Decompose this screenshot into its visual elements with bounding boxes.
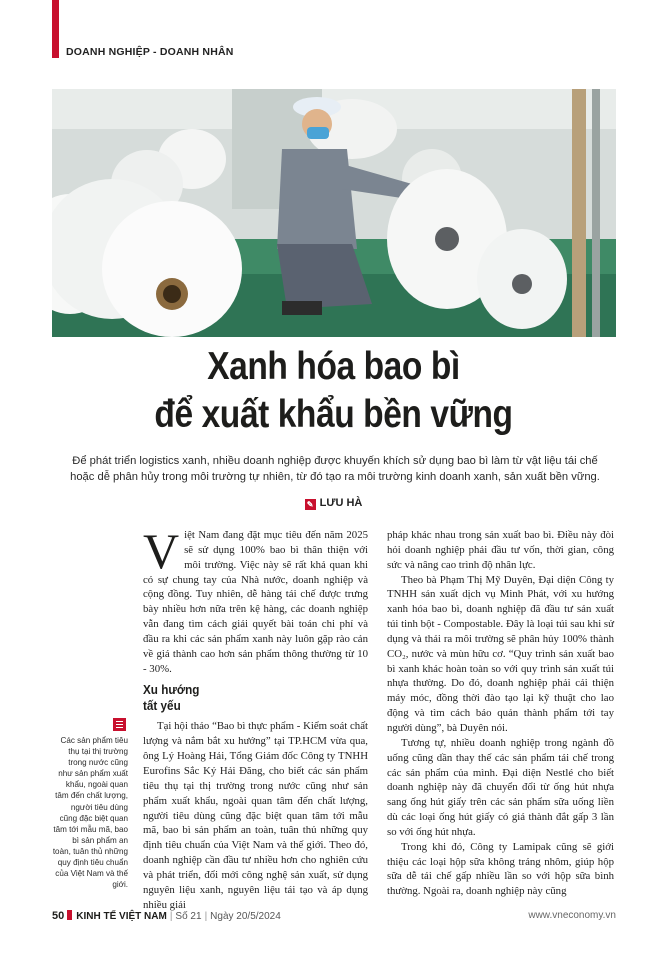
article-title-line-2: để xuất khẩu bền vững: [154, 393, 513, 436]
section-accent-bar: [52, 0, 59, 58]
article-paragraph-1: Việt Nam đang đặt mục tiêu đến năm 2025 sẽ sử dụng 100% bao bì thân thiện với môi trường. Việc này sẽ rất khả quan khi có sự chung tay của Nhà nước, doanh nghiệp và cộng đồng. Tuy nhiên, dễ hàng tái chế được trưng bày nhiều hơn nữa trên kệ hàng, các doanh nghiệp vẫn đang tìm cách giải quyết bài toán chi phí và đầu ra khi các sản phẩm xanh này luôn gặp rào cản về giá thành cao hơn sản phẩm thông thường từ 10 - 30%.: [143, 523, 368, 675]
worker-with-plastic-rolls-illustration: [52, 89, 616, 337]
subheading: [143, 682, 346, 714]
subheading-line-1: Xu hướng: [143, 682, 200, 698]
author-name: LƯU HÀ: [319, 497, 363, 509]
footer-accent-icon: [67, 910, 72, 920]
publication-name: KINH TẾ VIỆT NAM: [76, 911, 167, 922]
page-footer: 50 KINH TẾ VIỆT NAM | Số 21 | Ngày 20/5/2024 www.vneconomy.vn: [52, 910, 616, 922]
section-label: DOANH NGHIỆP - DOANH NHÂN: [66, 46, 234, 58]
article-title-line-1: Xanh hóa bao bì: [207, 345, 460, 388]
article-lead: Để phát triển logistics xanh, nhiều doanh nghiệp được khuyến khích sử dụng bao bì làm từ vật liệu tái chế hoặc dễ phân hủy trong môi trường tự nhiên, từ đó tạo ra môi trường kinh doanh xanh, sản xuất bền vững.: [70, 455, 600, 483]
hero-photo: [52, 89, 616, 337]
article-paragraph-3: pháp khác nhau trong sản xuất bao bì. Điều này đòi hỏi doanh nghiệp phải đầu tư vốn, thời gian, công sức và nâng cao trình độ nhân lực.: [387, 529, 614, 571]
article-paragraph-2: Tại hội thảo “Bao bì thực phẩm - Kiểm soát chất lượng và nắm bắt xu hướng” tại TP.HCM vừa qua, ông Lý Hoàng Hải, Tổng Giám đốc Công ty TNHH Eurofins Sắc Ký Hải Đăng, cho biết các sản phẩm tiêu thụ tại thị trường trong nước cũng như sản phẩm xuất khẩu, ngoài quan tâm đến chất lượng, người tiêu dùng cũng đặc biệt quan tâm tới mẫu mã, bao bì sản phẩm an toàn, tuân thủ những quy định tiêu chuẩn của Việt Nam và thế giới. Theo đó, doanh nghiệp cần đầu tư nhiều hơn cho nghiên cứu và phát triển, đổi mới công nghệ sản xuất, sử dụng nguyên liệu xanh, nguyên liệu tái tạo và áp dụng nhiều giải: [143, 720, 368, 911]
author-byline: [0, 497, 667, 510]
issue-number: Số 21: [175, 911, 202, 922]
article-paragraph-4: Theo bà Phạm Thị Mỹ Duyên, Đại diện Công ty TNHH sản xuất dịch vụ Minh Phát, với xu hướng xanh hóa bao bì, doanh nghiệp đã đầu tư sản xuất túi tinh bột - Compostable. Đây là loại túi sau khi sử dụng và thải ra môi trường sẽ phân hủy 100% thành CO₂, nước và mùn hữu cơ. “Quy trình sản xuất bao bì xanh khác hoàn toàn so với quy trình sản xuất túi nhựa thường. Do đó, doanh nghiệp phải cải thiện máy móc, đồng thời đào tạo lại kỹ thuật cho lao động và tìm cách bảo quản thành phẩm tới tay người dùng”, bà Duyên nói.: [387, 573, 614, 734]
quote-icon: [113, 718, 126, 731]
page-number: 50: [52, 910, 65, 922]
article-paragraph-6: Trong khi đó, Công ty Lamipak cũng sẽ giới thiệu các loại hộp sữa không tráng nhôm, giúp hộp sữa dễ tái chế gấp nhiều lần so với hộp sữa bình thường. Ngoài ra, doanh nghiệp này cũng: [387, 840, 614, 898]
article-column-1: [143, 523, 368, 912]
article-column-2: [387, 528, 614, 899]
issue-date: Ngày 20/5/2024: [210, 911, 281, 922]
subheading-line-2: tất yếu: [143, 698, 181, 714]
article-paragraph-5: Tương tự, nhiều doanh nghiệp trong ngành đồ uống cũng dần thay thế các sản phẩm tái chế trong các sản phẩm của mình. Đại diện Nestlé cho biết doanh nghiệp này đã chuyển đổi từ ống hút nhựa sang ống hút giấy trên các sản phẩm sữa uống liền dù các loại ống hút giấy có giá thành đắt gấp 3 lần so với ống hút nhựa.: [387, 736, 614, 838]
dropcap: V: [143, 523, 180, 579]
author-pen-icon: ✎: [305, 499, 316, 510]
website-link[interactable]: www.vneconomy.vn: [528, 910, 616, 921]
pull-quote: Các sản phẩm tiêu thụ tại thị trường trong nước cũng như sản phẩm xuất khẩu, ngoài quan tâm đến chất lượng, người tiêu dùng cũng đặc biệt quan tâm tới mẫu mã, bao bì sản phẩm an toàn, tuân thủ những quy định tiêu chuẩn của Việt Nam và thế giới.: [52, 736, 128, 890]
